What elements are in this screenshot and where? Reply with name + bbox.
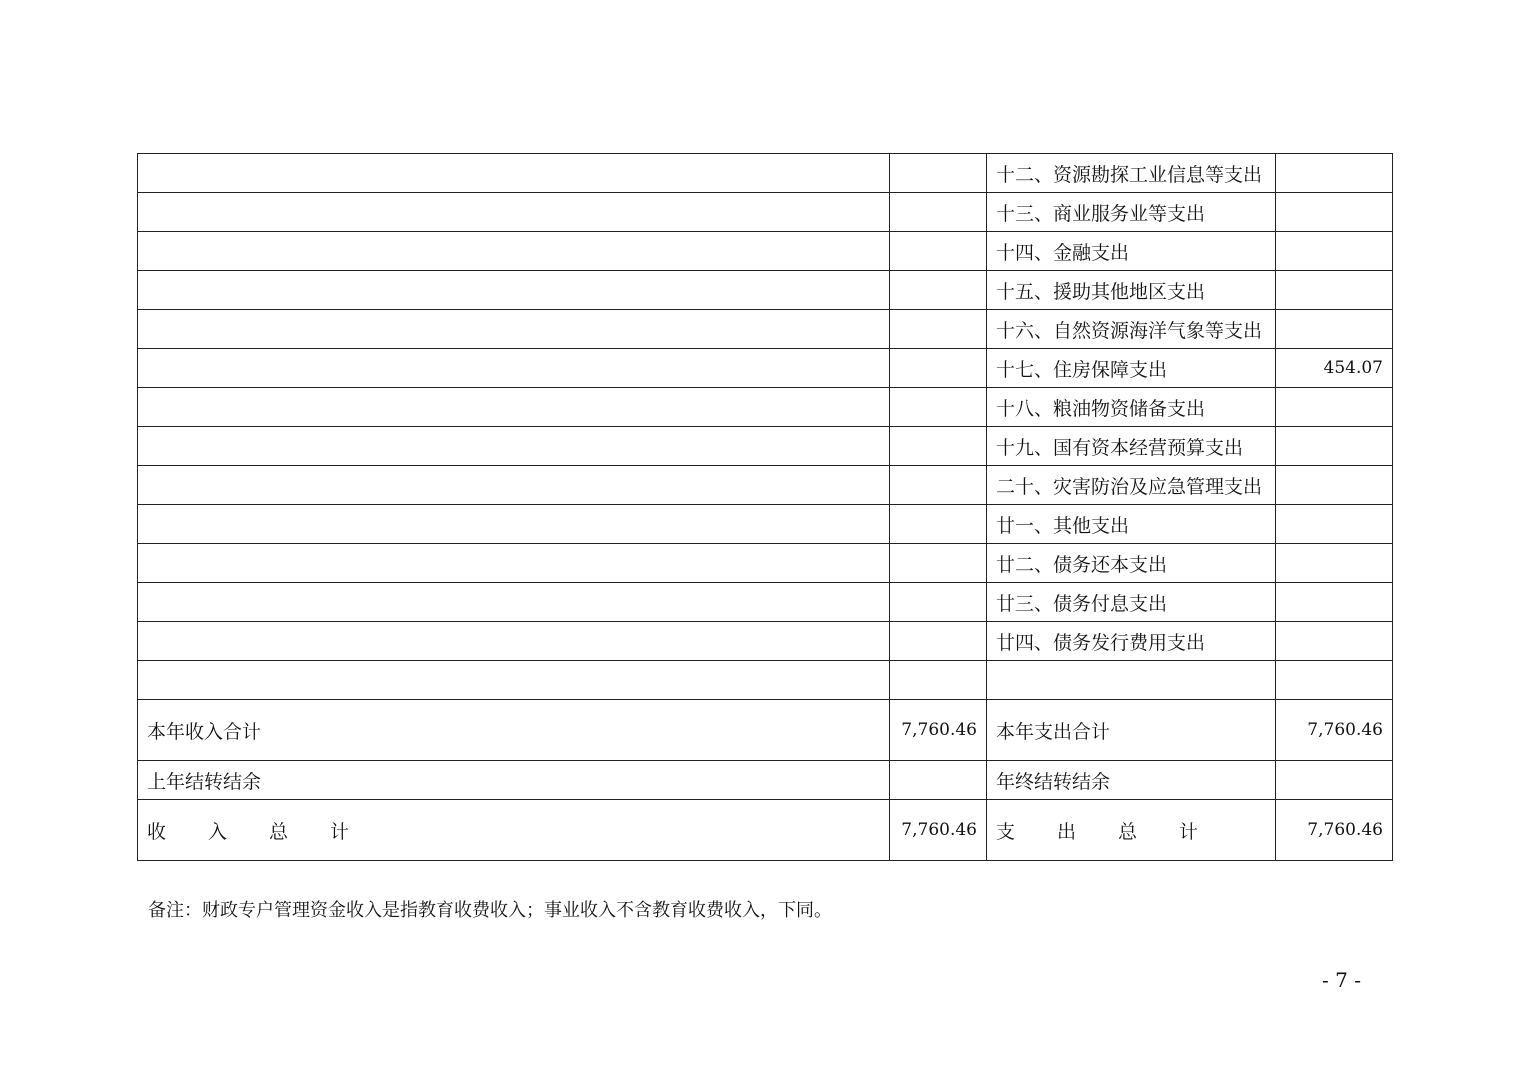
expense-total-char: 计 (1179, 820, 1199, 843)
income-value-cell (890, 388, 987, 427)
table-row (138, 193, 1393, 232)
expense-value-cell (1276, 583, 1393, 622)
expense-label-cell: 十二、资源勘探工业信息等支出 (987, 154, 1276, 193)
expense-total-label (987, 800, 1276, 861)
budget-table (137, 153, 1393, 861)
expense-label-cell: 十六、自然资源海洋气象等支出 (987, 310, 1276, 349)
carryover-prev-value (890, 761, 987, 800)
income-label-cell (138, 193, 890, 232)
income-value-cell (890, 544, 987, 583)
expense-total-char: 出 (1057, 820, 1077, 843)
table-row (138, 232, 1393, 271)
income-label-cell (138, 583, 890, 622)
expense-label-cell: 十五、援助其他地区支出 (987, 271, 1276, 310)
table-row (138, 349, 1393, 388)
totals-section (138, 661, 1393, 861)
income-label-cell (138, 466, 890, 505)
income-value-cell (890, 622, 987, 661)
table-row (138, 271, 1393, 310)
income-value-cell (890, 349, 987, 388)
footnote: 备注：财政专户管理资金收入是指教育收费收入；事业收入不含教育收费收入，下同。 (148, 900, 832, 921)
table-row (138, 388, 1393, 427)
expense-label-cell: 十八、粮油物资储备支出 (987, 388, 1276, 427)
expense-value-cell (1276, 271, 1393, 310)
expense-value-cell (1276, 310, 1393, 349)
income-label-cell (138, 661, 890, 700)
expense-value-cell (1276, 154, 1393, 193)
expense-value-cell (1276, 466, 1393, 505)
income-value-cell (890, 661, 987, 700)
income-total-value: 7,760.46 (890, 800, 987, 861)
expense-label-cell: 二十、灾害防治及应急管理支出 (987, 466, 1276, 505)
income-value-cell (890, 271, 987, 310)
expense-value-cell: 454.07 (1276, 349, 1393, 388)
income-label-cell (138, 349, 890, 388)
expense-value-cell (1276, 388, 1393, 427)
expense-value-cell (1276, 544, 1393, 583)
income-label-cell (138, 154, 890, 193)
income-year-label: 本年收入合计 (138, 700, 890, 761)
table-row (138, 622, 1393, 661)
expense-label-cell (987, 661, 1276, 700)
income-label-cell (138, 232, 890, 271)
table-body (138, 154, 1393, 661)
expense-year-value: 7,760.46 (1276, 700, 1393, 761)
income-total-char: 总 (269, 820, 289, 843)
income-label-cell (138, 388, 890, 427)
expense-total-char: 总 (1118, 820, 1138, 843)
table-row-grand-total (138, 800, 1393, 861)
table-row (138, 154, 1393, 193)
expense-label-cell: 十三、商业服务业等支出 (987, 193, 1276, 232)
expense-year-label: 本年支出合计 (987, 700, 1276, 761)
table-row-blank (138, 661, 1393, 700)
income-value-cell (890, 505, 987, 544)
expense-value-cell (1276, 505, 1393, 544)
income-value-cell (890, 466, 987, 505)
income-year-value: 7,760.46 (890, 700, 987, 761)
income-label-cell (138, 271, 890, 310)
expense-label-cell: 廿三、债务付息支出 (987, 583, 1276, 622)
expense-label-cell: 十四、金融支出 (987, 232, 1276, 271)
expense-value-cell (1276, 193, 1393, 232)
expense-value-cell (1276, 661, 1393, 700)
income-value-cell (890, 310, 987, 349)
income-label-cell (138, 505, 890, 544)
expense-value-cell (1276, 622, 1393, 661)
table-row-carryover (138, 761, 1393, 800)
expense-label-cell: 十九、国有资本经营预算支出 (987, 427, 1276, 466)
income-total-label (138, 800, 890, 861)
expense-value-cell (1276, 427, 1393, 466)
table-row (138, 505, 1393, 544)
table-row (138, 427, 1393, 466)
carryover-prev-label: 上年结转结余 (138, 761, 890, 800)
income-value-cell (890, 427, 987, 466)
income-value-cell (890, 232, 987, 271)
table-row-year-total (138, 700, 1393, 761)
income-total-char: 收 (147, 820, 167, 843)
income-total-char: 入 (208, 820, 228, 843)
income-total-char: 计 (330, 820, 350, 843)
expense-label-cell: 廿一、其他支出 (987, 505, 1276, 544)
expense-total-char: 支 (996, 820, 1016, 843)
income-value-cell (890, 154, 987, 193)
expense-label-cell: 廿四、债务发行费用支出 (987, 622, 1276, 661)
carryover-end-label: 年终结转结余 (987, 761, 1276, 800)
table-row (138, 544, 1393, 583)
expense-total-value: 7,760.46 (1276, 800, 1393, 861)
table-row (138, 466, 1393, 505)
table-row (138, 583, 1393, 622)
income-label-cell (138, 622, 890, 661)
expense-label-cell: 廿二、债务还本支出 (987, 544, 1276, 583)
income-value-cell (890, 583, 987, 622)
income-label-cell (138, 310, 890, 349)
table-row (138, 310, 1393, 349)
income-value-cell (890, 193, 987, 232)
expense-label-cell: 十七、住房保障支出 (987, 349, 1276, 388)
page-number: - 7 - (1322, 968, 1361, 992)
carryover-end-value (1276, 761, 1393, 800)
expense-value-cell (1276, 232, 1393, 271)
income-label-cell (138, 427, 890, 466)
income-label-cell (138, 544, 890, 583)
